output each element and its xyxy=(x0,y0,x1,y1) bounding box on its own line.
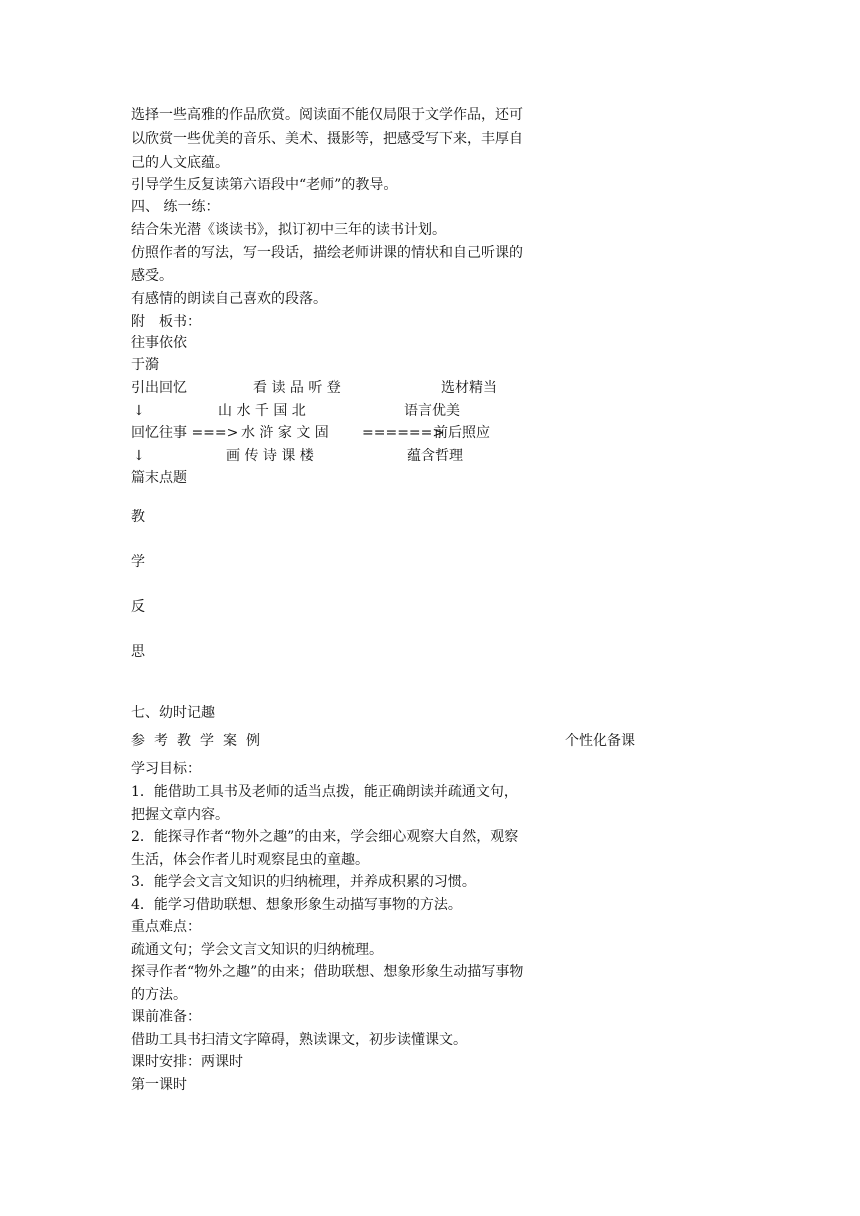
board-r1-left: 引出回忆 xyxy=(131,380,187,396)
reflection-char: 思 xyxy=(131,644,145,660)
right-arrow-icon: ======> xyxy=(362,425,445,441)
text-line: 3．能学会文言文知识的归纳梳理，并养成积累的习惯。 xyxy=(131,874,476,890)
section-title: 七、幼时记趣 xyxy=(131,705,215,721)
text-line: 的方法。 xyxy=(131,987,187,1003)
board-r2-right: 语言优美 xyxy=(404,403,460,419)
board-title: 往事依依 xyxy=(131,335,187,351)
reflection-char: 学 xyxy=(131,554,145,570)
text-line: 生活，体会作者儿时观察昆虫的童趣。 xyxy=(131,852,369,868)
text-line: 己的人文底蕴。 xyxy=(131,155,229,171)
reflection-char: 反 xyxy=(131,599,145,615)
text-line: 4．能学习借助联想、想象形象生动描写事物的方法。 xyxy=(131,897,462,913)
text-line: 以欣赏一些优美的音乐、美术、摄影等，把感受写下来，丰厚自 xyxy=(131,131,523,147)
text-line: 仿照作者的写法，写一段话，描绘老师讲课的情状和自己听课的 xyxy=(131,245,523,261)
text-line: 有感情的朗读自己喜欢的段落。 xyxy=(131,291,327,307)
text-line: 把握文章内容。 xyxy=(131,807,229,823)
text-line: 第一课时 xyxy=(131,1077,187,1093)
text-line: 探寻作者“物外之趣”的由来；借助联想、想象形象生动描写事物 xyxy=(131,964,524,980)
board-r4-middle: 画 传 诗 课 楼 xyxy=(226,448,314,464)
board-r5-left: 篇末点题 xyxy=(131,470,187,486)
text-line: 选择一些高雅的作品欣赏。阅读面不能仅局限于文学作品，还可 xyxy=(131,107,523,123)
text-line: 疏通文句；学会文言文知识的归纳梳理。 xyxy=(131,942,383,958)
reference-case-heading: 参考教学案例 xyxy=(131,733,269,749)
subheading: 重点难点： xyxy=(131,919,201,935)
board-author: 于漪 xyxy=(131,357,159,373)
section-heading: 四、 练一练： xyxy=(131,199,220,215)
subheading: 学习目标： xyxy=(131,761,201,777)
subheading: 课前准备： xyxy=(131,1009,201,1025)
board-r1-right: 选材精当 xyxy=(441,380,497,396)
reflection-char: 教 xyxy=(131,509,145,525)
text-line: 借助工具书扫清文字障碍，熟读课文，初步读懂课文。 xyxy=(131,1032,467,1048)
board-r3-left: 回忆往事 ===> xyxy=(131,425,239,441)
board-r3-right: 前后照应 xyxy=(434,425,490,441)
down-arrow-icon: ↓ xyxy=(133,448,145,464)
text-line: 结合朱光潜《谈读书》，拟订初中三年的读书计划。 xyxy=(131,222,446,238)
personalized-prep-heading: 个性化备课 xyxy=(565,733,635,749)
text-line: 课时安排：两课时 xyxy=(131,1054,243,1070)
board-r4-right: 蕴含哲理 xyxy=(407,448,463,464)
text-line: 2．能探寻作者“物外之趣”的由来，学会细心观察大自然，观察 xyxy=(131,829,519,845)
down-arrow-icon: ↓ xyxy=(133,403,145,419)
text-line: 感受。 xyxy=(131,268,173,284)
board-r3-middle: 水 浒 家 文 固 xyxy=(241,425,329,441)
text-line: 1．能借助工具书及老师的适当点拨，能正确朗读并疏通文句， xyxy=(131,784,518,800)
board-r2-middle: 山 水 千 国 北 xyxy=(218,403,306,419)
board-heading: 附 板书： xyxy=(131,314,201,330)
board-r1-middle: 看 读 品 听 登 xyxy=(253,380,341,396)
text-line: 引导学生反复读第六语段中“老师”的教导。 xyxy=(131,177,398,193)
